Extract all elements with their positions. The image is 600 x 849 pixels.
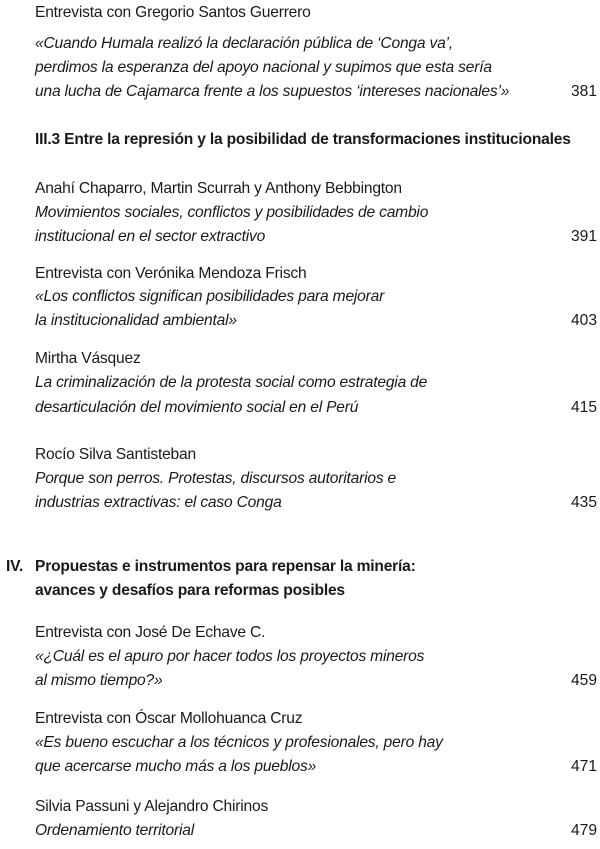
entry-page-number: 471 [570, 758, 597, 775]
entry-title: «Cuando Humala realizó la declaración pública de ‘Conga va’, [35, 35, 453, 52]
entry-author: Entrevista con Verónika Mendoza Frisch [35, 265, 307, 282]
entry-author: Silvia Passuni y Alejandro Chirinos [35, 798, 269, 815]
entry-page-number: 403 [570, 312, 597, 329]
entry-title: que acercarse mucho más a los pueblos» [35, 758, 317, 775]
entry-author: Entrevista con José De Echave C. [35, 624, 266, 641]
entry-author: Entrevista con Óscar Mollohuanca Cruz [35, 710, 303, 727]
entry-page-number: 381 [570, 83, 597, 100]
entry-page-number: 391 [570, 228, 597, 245]
entry-title: Ordenamiento territorial [35, 822, 195, 839]
section-number: IV. [6, 558, 24, 575]
entry-author: Entrevista con Gregorio Santos Guerrero [35, 4, 311, 21]
entry-author: Anahí Chaparro, Martin Scurrah y Anthony Bebbington [35, 180, 402, 197]
entry-title: institucional en el sector extractivo [35, 228, 266, 245]
section-heading: III.3 Entre la represión y la posibilidad de transformaciones institucionales [35, 131, 571, 148]
entry-title: perdimos la esperanza del apoyo nacional y supimos que esta sería [35, 59, 492, 76]
entry-title: desarticulación del movimiento social en el Perú [35, 399, 359, 416]
section-heading-line: avances y desafíos para reformas posibles [35, 582, 345, 599]
entry-title: La criminalización de la protesta social como estrategia de [35, 374, 428, 391]
entry-title: al mismo tiempo?» [35, 672, 163, 689]
entry-page-number: 435 [570, 494, 597, 511]
entry-title: «¿Cuál es el apuro por hacer todos los proyectos mineros [35, 648, 425, 665]
entry-title: la institucionalidad ambiental» [35, 312, 237, 329]
entry-page-number: 415 [570, 399, 597, 416]
section-heading-line: Propuestas e instrumentos para repensar la minería: [35, 558, 416, 575]
entry-title: Movimientos sociales, conflictos y posibilidades de cambio [35, 204, 429, 221]
entry-author: Rocío Silva Santisteban [35, 446, 196, 463]
entry-author: Mirtha Vásquez [35, 350, 141, 367]
entry-page-number: 479 [570, 822, 597, 839]
entry-title: una lucha de Cajamarca frente a los supuestos ‘intereses nacionales’» [35, 83, 510, 100]
entry-title: industrias extractivas: el caso Conga [35, 494, 282, 511]
entry-title: «Es bueno escuchar a los técnicos y profesionales, pero hay [35, 734, 443, 751]
entry-page-number: 459 [570, 672, 597, 689]
entry-title: Porque son perros. Protestas, discursos autoritarios e [35, 470, 397, 487]
entry-title: «Los conflictos significan posibilidades para mejorar [35, 288, 385, 305]
